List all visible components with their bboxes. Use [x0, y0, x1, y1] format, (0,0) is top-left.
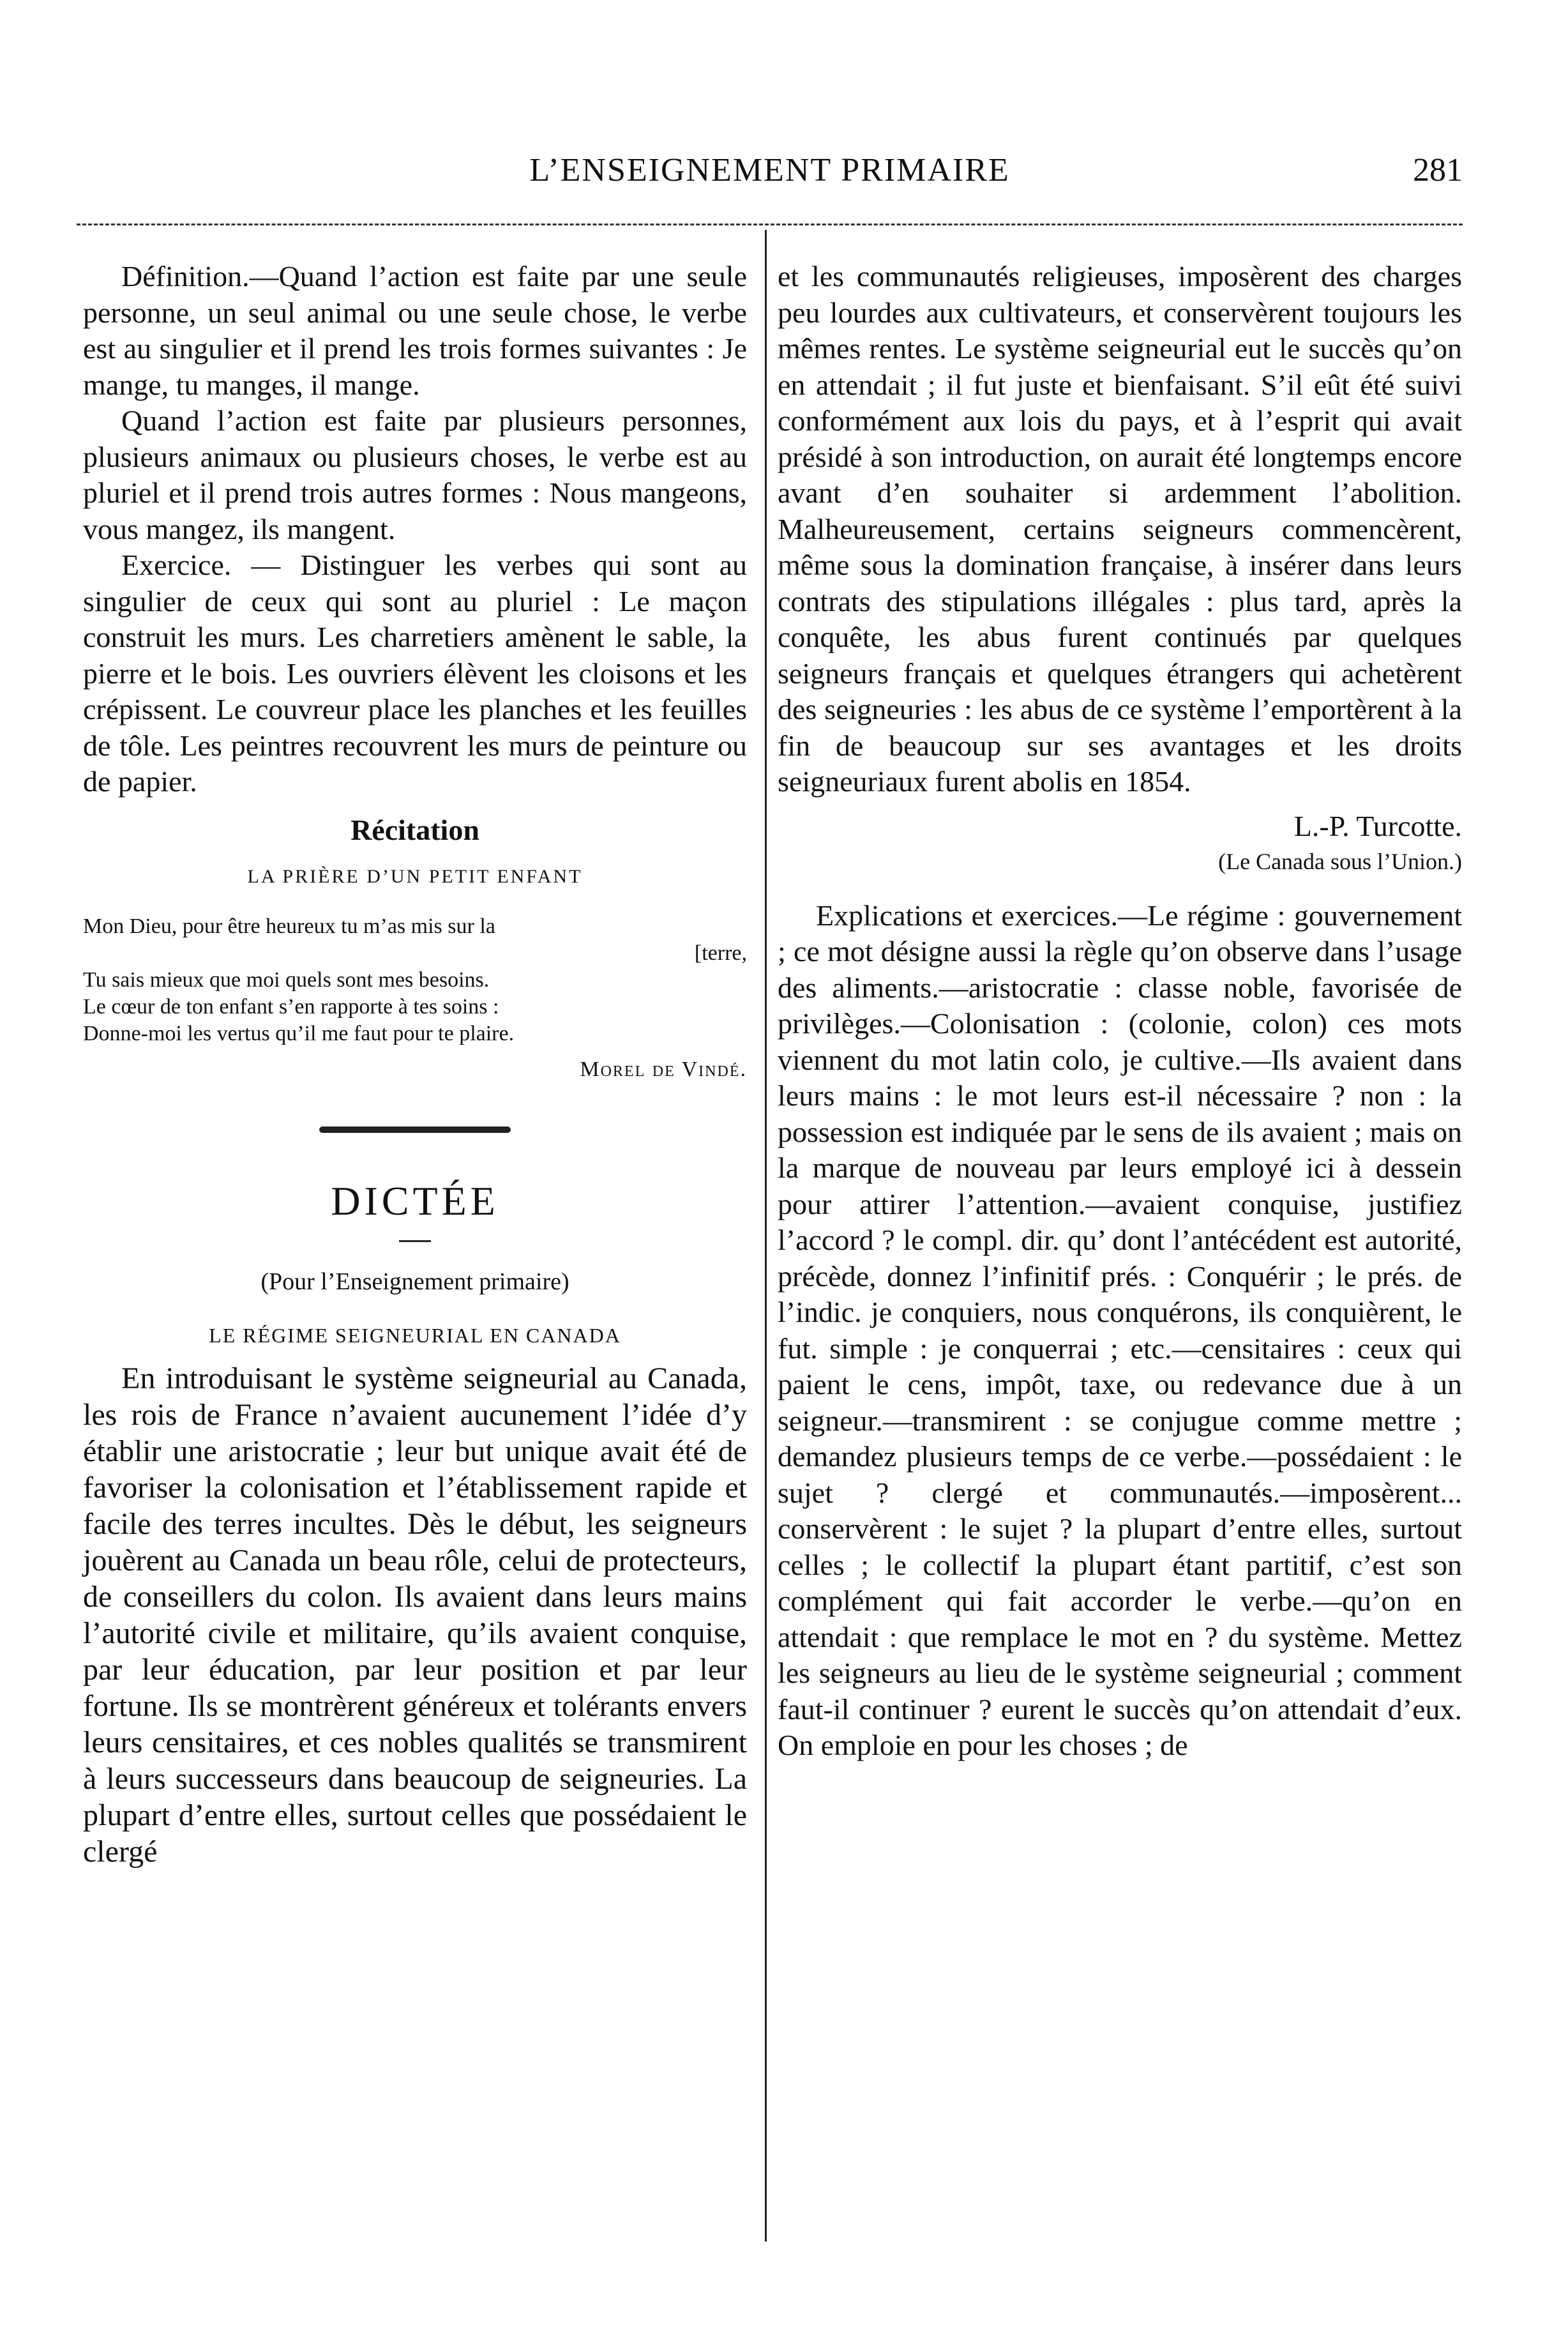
column-divider	[765, 230, 767, 2242]
definition-singular: Définition.—Quand l’action est faite par une seule personne, un seul animal ou une seule chose, le verbe est au singulier et il prend les trois formes suivantes : Je mange, tu manges, il mange.	[83, 260, 747, 401]
header-rule	[77, 224, 1463, 225]
exercise-paragraph: Exercice. — Distinguer les verbes qui sont au singulier de ceux qui sont au pluriel : Le maçon construit les murs. Les charretiers amènent le sable, la pierre et le bois. Les ouvriers élèvent les cloisons et les crépissent. Le couvreur place les planches et les feuilles de tôle. Les peintres recouvrent les murs de peinture ou de papier.	[83, 549, 747, 798]
poem-author: Morel de Vindé.	[580, 1057, 747, 1081]
dictee-continuation: et les communautés religieuses, imposèrent des charges peu lourdes aux cultivateurs, et conservèrent toujours les mêmes rentes. Le système seigneurial eut le succès qu’on en attendait ; il fut juste et bienfaisant. S’il eût été suivi conformément aux lois du pays, et à l’esprit qui avait présidé à son introduction, on aurait été longtemps encore avant d’en souhaiter si ardemment l’abolition. Malheureusement, certains seigneurs commencèrent, même sous la domination française, à insérer dans leurs contrats des stipulations illégales : plus tard, après la conquête, les abus furent continués par quelques seigneurs français et quelques étrangers qui achetèrent des seigneuries : les abus de ce système l’emportèrent à la fin de beaucoup sur ses avantages et les droits seigneuriaux furent abolis en 1854.	[778, 260, 1462, 798]
dictee-source-note: (Pour l’Enseignement primaire)	[260, 1268, 569, 1295]
page-number: 281	[1413, 152, 1463, 188]
explications-paragraph: Explications et exercices.—Le régime : gouvernement ; ce mot désigne aussi la règle qu’on observe dans l’usage des aliments.—aristocratie : classe noble, favorisée de privilèges.—Colonisation : (colonie, colon) ces mots viennent du mot latin colo, je cultive.—Ils avaient dans leurs mains : le mot leurs est-il nécessaire ? non : la possession est indiquée par le sens de ils avaient ; mais on la marque de nouveau par leurs employé ici à dessein pour attirer l’attention.—avaient conquise, justifiez l’accord ? le compl. dir. qu’ dont l’antécédent est autorité, précède, donnez l’infinitif prés. : Conquérir ; le prés. de l’indic. je conquiers, nous conquérons, ils conquièrent, le fut. simple : je conquerrai ; etc.—censitaires : ceux qui paient le cens, impôt, taxe, ou redevance due à un seigneur.—transmirent : se conjugue comme mettre ; demandez plusieurs temps de ce verbe.—possédaient : le sujet ? clergé et communautés.—imposèrent... conservèrent : le sujet ? la plupart d’entre elles, surtout celles ; le collectif la plupart étant partitif, c’est son complément qui fait accorder le verbe.—qu’on en attendait : que remplace le mot en ? du système. Mettez les seigneurs au lieu de le système seigneurial ; comment faut-il continuer ? eurent le succès qu’on attendait d’eux. On emploie en pour les choses ; de	[778, 899, 1462, 1761]
author-signature: L.-P. Turcotte.	[1293, 809, 1462, 842]
dictee-text: En introduisant le système seigneurial au Canada, les rois de France n’avaient aucunement l’idée d’y établir une aristocratie ; leur but unique avait été de favoriser la colonisation et l’établissement rapide et facile des terres incultes. Dès le début, les seigneurs jouèrent au Canada un beau rôle, celui de protecteurs, de conseillers du colon. Ils avaient dans leurs mains l’autorité civile et militaire, qu’ils avaient conquise, par leur éducation, par leur position et par leur fortune. Ils se montrèrent généreux et tolérants envers leurs censitaires, et ces nobles qualités se transmirent à leurs successeurs dans beaucoup de seigneuries. La plupart d’entre elles, surtout celles que possédaient le clergé	[83, 1361, 747, 1869]
right-column	[778, 259, 1462, 1764]
poem-line: Mon Dieu, pour être heureux tu m’as mis sur la	[83, 914, 495, 938]
dictee-heading: DICTÉE	[331, 1178, 499, 1224]
poem-title: LA PRIÈRE D’UN PETIT ENFANT	[247, 865, 583, 887]
definition-plural: Quand l’action est faite par plusieurs personnes, plusieurs animaux ou plusieurs choses, le verbe est au pluriel et il prend trois autres formes : Nous mangeons, vous mangez, ils mangent.	[83, 404, 747, 545]
poem-line: Donne-moi les vertus qu’il me faut pour te plaire.	[83, 1021, 515, 1045]
heading-dash	[399, 1240, 431, 1242]
dictee-subtitle: LE RÉGIME SEIGNEURIAL EN CANADA	[209, 1323, 621, 1347]
page-header	[77, 144, 1463, 208]
left-column	[83, 259, 747, 1870]
source-citation: (Le Canada sous l’Union.)	[1218, 848, 1462, 874]
poem-line: Tu sais mieux que moi quels sont mes besoins.	[83, 967, 490, 992]
poem-line-continuation: [terre,	[694, 941, 747, 965]
ornament-divider	[319, 1127, 511, 1133]
poem-line: Le cœur de ton enfant s’en rapporte à tes soins :	[83, 994, 499, 1019]
recitation-heading: Récitation	[351, 813, 479, 846]
poem	[83, 913, 747, 1047]
running-title: L’ENSEIGNEMENT PRIMAIRE	[529, 152, 1010, 188]
